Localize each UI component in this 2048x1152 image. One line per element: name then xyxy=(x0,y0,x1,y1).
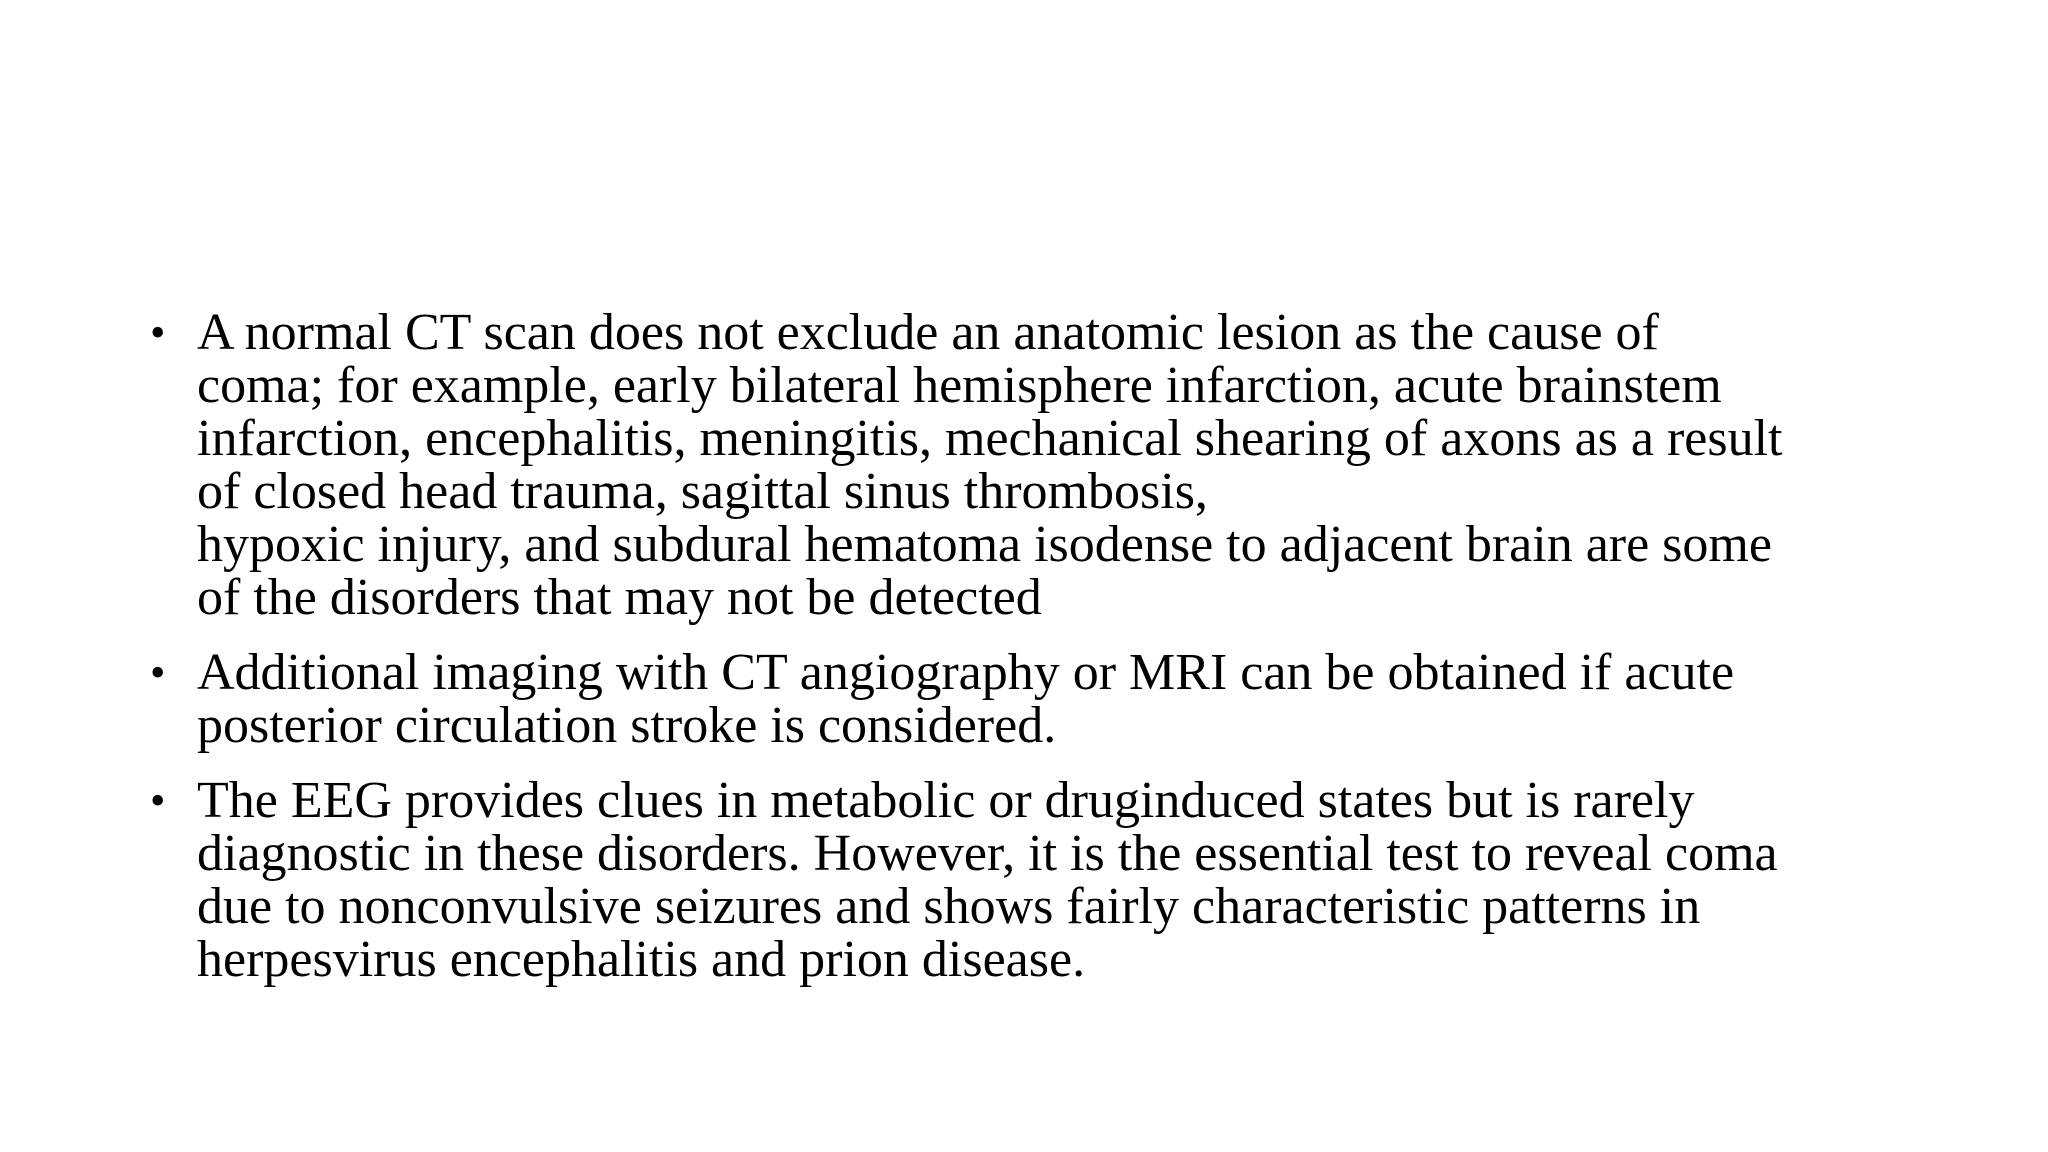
bullet-item-1 xyxy=(150,306,1910,624)
bullet-marker: • xyxy=(150,776,166,825)
bullet-item-2 xyxy=(150,646,1910,752)
bullet-text-line: hypoxic injury, and subdural hematoma isodense to adjacent brain are some xyxy=(197,516,1772,573)
bullet-list xyxy=(150,306,1910,986)
slide-body xyxy=(150,306,1910,986)
bullet-text-line: diagnostic in these disorders. However, it is the essential test to reveal coma xyxy=(197,825,1778,882)
bullet-marker: • xyxy=(150,648,166,697)
bullet-text-line: herpesvirus encephalitis and prion disease. xyxy=(197,931,1086,988)
bullet-text-line: of the disorders that may not be detected xyxy=(197,569,1042,626)
bullet-text-line: due to nonconvulsive seizures and shows fairly characteristic patterns in xyxy=(197,878,1701,935)
bullet-text-line: posterior circulation stroke is considered. xyxy=(197,697,1057,754)
bullet-item-3 xyxy=(150,774,1910,986)
bullet-text-line: coma; for example, early bilateral hemisphere infarction, acute brainstem xyxy=(197,357,1722,414)
bullet-text-line: A normal CT scan does not exclude an anatomic lesion as the cause of xyxy=(197,304,1659,361)
bullet-text-line: Additional imaging with CT angiography or MRI can be obtained if acute xyxy=(197,644,1735,701)
bullet-text-line: of closed head trauma, sagittal sinus thrombosis, xyxy=(197,463,1208,520)
bullet-marker: • xyxy=(150,308,166,357)
bullet-text-line: The EEG provides clues in metabolic or druginduced states but is rarely xyxy=(197,772,1695,829)
bullet-text-line: infarction, encephalitis, meningitis, mechanical shearing of axons as a result xyxy=(197,410,1783,467)
